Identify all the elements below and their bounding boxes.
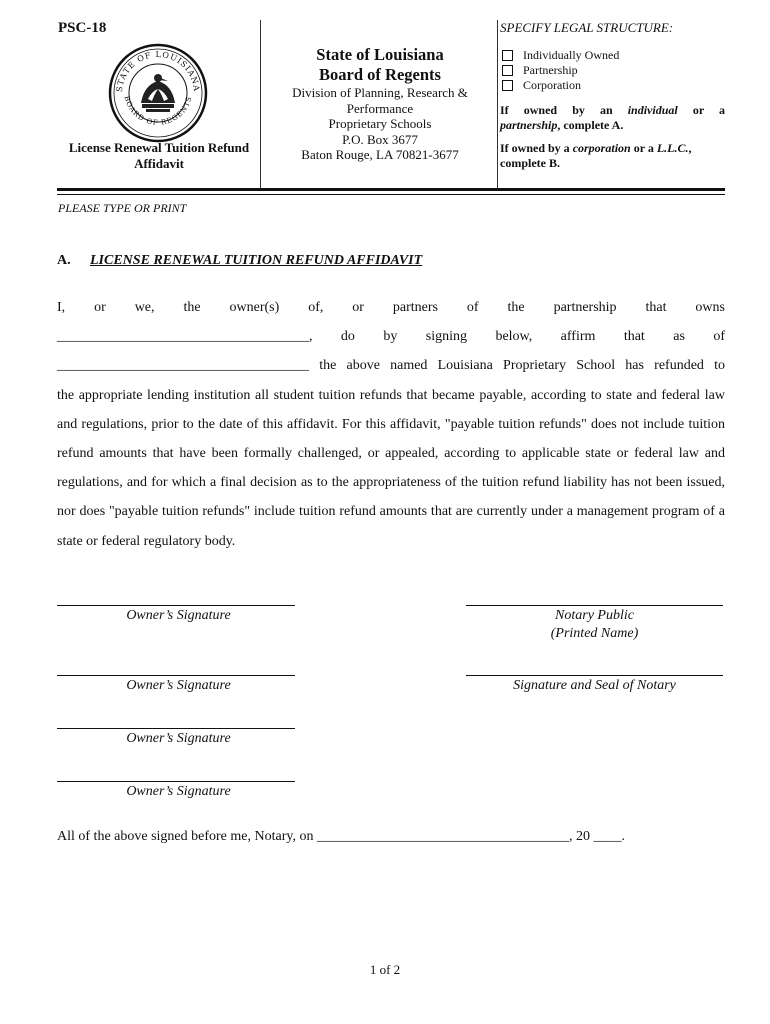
form-id: PSC-18 bbox=[58, 20, 107, 36]
option-label: Individually Owned bbox=[523, 48, 620, 62]
section-title: LICENSE RENEWAL TUITION REFUND AFFIDAVIT bbox=[90, 253, 423, 268]
option-partnership[interactable] bbox=[500, 63, 725, 78]
notary-seal-line[interactable] bbox=[466, 675, 723, 676]
page-number: 1 of 2 bbox=[369, 962, 401, 977]
affidavit-line-3[interactable]: ____________________________________ the above named Louisiana Proprietary School has refunded to bbox=[57, 358, 725, 374]
owner-signature-line-4[interactable] bbox=[57, 781, 295, 782]
affidavit-paragraph: the appropriate lending institution all student tuition refunds that became payable, according to state and federal law and regulations, prior to the date of this affidavit. For this affidavit, "payable tuition refunds" does not include tuition refund amounts that have been formally challenged, or appealed, according to applicable state or federal law and regulations, and for which a final decision as to the appropriateness of the tuition refund liability has not been issued, nor does "payable tuition refunds" include tuition refund amounts that are currently under a management program of a state or federal regulatory body. bbox=[57, 387, 725, 549]
owner-signature-label-1: Owner’s Signature bbox=[126, 608, 231, 623]
checkbox-individually-owned[interactable] bbox=[502, 50, 513, 61]
owner-signature-label-3: Owner’s Signature bbox=[126, 731, 231, 746]
checkbox-partnership[interactable] bbox=[502, 65, 513, 76]
notary-name-line[interactable] bbox=[466, 605, 723, 606]
agency-po-box: P.O. Box 3677 bbox=[342, 131, 418, 147]
checkbox-corporation[interactable] bbox=[502, 80, 513, 91]
notary-date-statement[interactable]: All of the above signed before me, Notary, on ____________________________________, 20 ____. bbox=[57, 829, 625, 844]
instruction-type-or-print: PLEASE TYPE OR PRINT bbox=[58, 201, 187, 215]
agency-city: Baton Rouge, LA 70821-3677 bbox=[301, 147, 459, 162]
note-individual: If owned by an individual or a partnership, complete A. bbox=[500, 103, 726, 132]
agency-unit: Proprietary Schools bbox=[328, 116, 432, 131]
header-divider-left bbox=[260, 20, 261, 188]
option-label: Partnership bbox=[523, 63, 578, 77]
legal-structure-panel bbox=[500, 20, 725, 170]
section-letter: A. bbox=[57, 253, 71, 268]
owner-signature-line-1[interactable] bbox=[57, 605, 295, 606]
affidavit-body bbox=[57, 293, 725, 556]
legal-structure-header: SPECIFY LEGAL STRUCTURE: bbox=[500, 20, 674, 35]
owner-signature-label-4: Owner’s Signature bbox=[126, 784, 231, 799]
header-divider-right bbox=[497, 20, 498, 188]
owner-signature-line-3[interactable] bbox=[57, 728, 295, 729]
option-label: Corporation bbox=[523, 78, 581, 92]
owner-signature-label-2: Owner’s Signature bbox=[126, 678, 231, 693]
section-a-heading bbox=[57, 253, 422, 269]
header-rule-thick bbox=[57, 188, 725, 191]
agency-division-cont: Performance bbox=[346, 100, 414, 116]
notary-public-label: Notary Public (Printed Name) bbox=[550, 608, 639, 641]
agency-state: State of Louisiana bbox=[316, 45, 444, 64]
agency-board: Board of Regents bbox=[319, 65, 441, 84]
louisiana-seal-icon bbox=[108, 43, 208, 143]
owner-signature-line-2[interactable] bbox=[57, 675, 295, 676]
agency-address-block bbox=[264, 45, 496, 163]
seal-bottom-text: BOARD OF REGENTS bbox=[122, 95, 194, 127]
affidavit-line-2: ____________________________________, do by signing below, affirm that as of bbox=[57, 329, 725, 345]
note-corporation: If owned by a corporation or a L.L.C., complete B. bbox=[500, 141, 692, 170]
agency-division: Division of Planning, Research & bbox=[292, 85, 468, 100]
form-title: License Renewal Tuition Refund Affidavit bbox=[68, 140, 250, 171]
option-corporation[interactable] bbox=[500, 78, 725, 93]
notary-seal-label: Signature and Seal of Notary bbox=[513, 678, 676, 693]
option-individually-owned[interactable] bbox=[500, 48, 725, 63]
seal-top-text: STATE OF LOUISIANA bbox=[114, 49, 202, 93]
affidavit-line-1: I, or we, the owner(s) of, or partners of the partnership that owns bbox=[57, 300, 725, 315]
header-rule-thin bbox=[57, 194, 725, 195]
